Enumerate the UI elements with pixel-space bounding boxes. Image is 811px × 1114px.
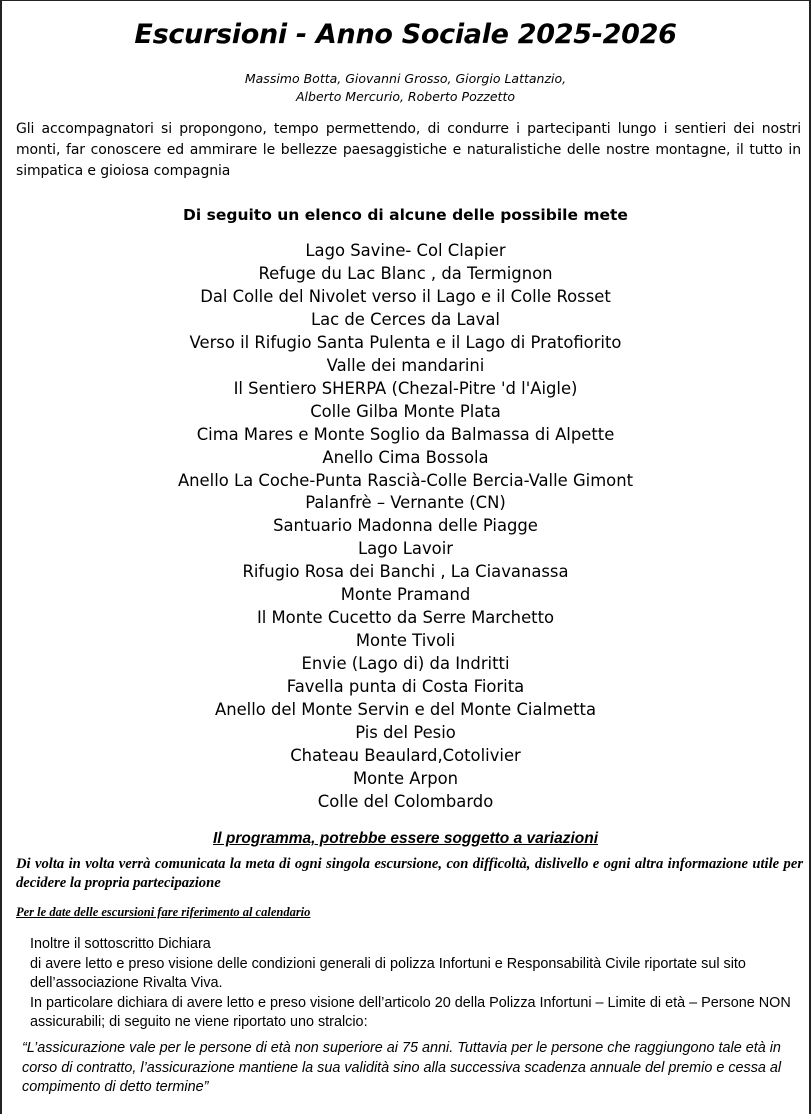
- insurance-quote: “L’assicurazione vale per le persone di età non superiore ai 75 anni. Tuttavia per le persone che raggiungono tale età in corso di contratto, l’assicurazione mantiene la sua validità sino alla successiva scadenza annuale del premio e cessa al compimento di detto termine”: [22, 1040, 782, 1096]
- destination-item: Dal Colle del Nivolet verso il Lago e il Colle Rosset: [200, 286, 611, 306]
- destinations-heading: Di seguito un elenco di alcune delle possibile mete: [183, 206, 628, 224]
- declaration-line: In particolare dichiara di avere letto e preso visione dell’articolo 20 della Polizza Infortuni – Limite di età – Persone NON assicurabili; di seguito ne viene riportato uno stralcio:: [30, 994, 791, 1031]
- destination-item: Monte Arpon: [352, 768, 459, 788]
- destination-item: Il Sentiero SHERPA (Chezal-Pitre 'd l'Aigle): [233, 378, 578, 398]
- destination-item: Rifugio Rosa dei Banchi , La Ciavanassa: [242, 562, 569, 582]
- authors-line: Massimo Botta, Giovanni Grosso, Giorgio Lattanzio,: [244, 71, 567, 86]
- destination-item: Chateau Beaulard,Cotolivier: [290, 745, 521, 765]
- destination-item: Pis del Pesio: [355, 723, 456, 743]
- declaration-line: di avere letto e preso visione delle condizioni generali di polizza Infortuni e Responsabilità Civile riportate sul sito dell’associazione Rivalta Viva.: [30, 955, 746, 992]
- destination-item: Anello del Monte Servin e del Monte Cialmetta: [214, 700, 596, 720]
- destination-item: Lago Savine- Col Clapier: [305, 241, 506, 260]
- intro-paragraph: Gli accompagnatori si propongono, tempo permettendo, di condurre i partecipanti lungo i sentieri dei nostri monti, far conoscere ed ammirare le bellezze paesaggistiche e naturalistiche delle nostre montagne, il tutto in simpatica e gioiosa compagnia: [16, 121, 801, 179]
- destination-item: Verso il Rifugio Santa Pulenta e il Lago di Pratofiorito: [189, 332, 622, 352]
- info-paragraph: Di volta in volta verrà comunicata la meta di ogni singola escursione, con difficoltà, dislivello e ogni altra informazione utile per decidere la propria partecipazione: [16, 856, 803, 891]
- destination-item: Valle dei mandarini: [326, 355, 485, 375]
- page-title: Escursioni - Anno Sociale 2025-2026: [134, 19, 677, 50]
- declaration-block: [30, 935, 797, 1033]
- destination-item: Cima Mares e Monte Soglio da Balmassa di Alpette: [196, 424, 615, 444]
- authors-block: [2, 70, 809, 106]
- destination-item: Envie (Lago di) da Indritti: [301, 654, 510, 674]
- destination-item: Monte Pramand: [340, 585, 471, 605]
- destination-item: Colle Gilba Monte Plata: [310, 401, 501, 421]
- destination-item: Colle del Colombardo: [317, 791, 494, 811]
- authors-line: Alberto Mercurio, Roberto Pozzetto: [296, 89, 515, 104]
- destinations-list: [2, 240, 809, 814]
- destination-item: Refuge du Lac Blanc , da Termignon: [258, 263, 553, 283]
- destination-item: Lago Lavoir: [357, 539, 453, 559]
- program-note: Il programma, potrebbe essere soggetto a variazioni: [212, 830, 599, 847]
- declaration-line: Inoltre il sottoscritto Dichiara: [30, 936, 211, 952]
- destination-item: Lac de Cerces da Laval: [311, 309, 500, 329]
- destination-item: Favella punta di Costa Fiorita: [286, 677, 525, 697]
- destination-item: Il Monte Cucetto da Serre Marchetto: [256, 608, 555, 628]
- destination-item: Anello La Coche-Punta Rascià-Colle Bercia-Valle Gimont: [177, 470, 634, 490]
- calendar-note: Per le date delle escursioni fare riferimento al calendario: [16, 905, 311, 919]
- destination-item: Palanfrè – Vernante (CN): [305, 493, 506, 513]
- destination-item: Anello Cima Bossola: [322, 447, 489, 467]
- destination-item: Monte Tivoli: [355, 631, 456, 651]
- destination-item: Santuario Madonna delle Piagge: [273, 516, 538, 536]
